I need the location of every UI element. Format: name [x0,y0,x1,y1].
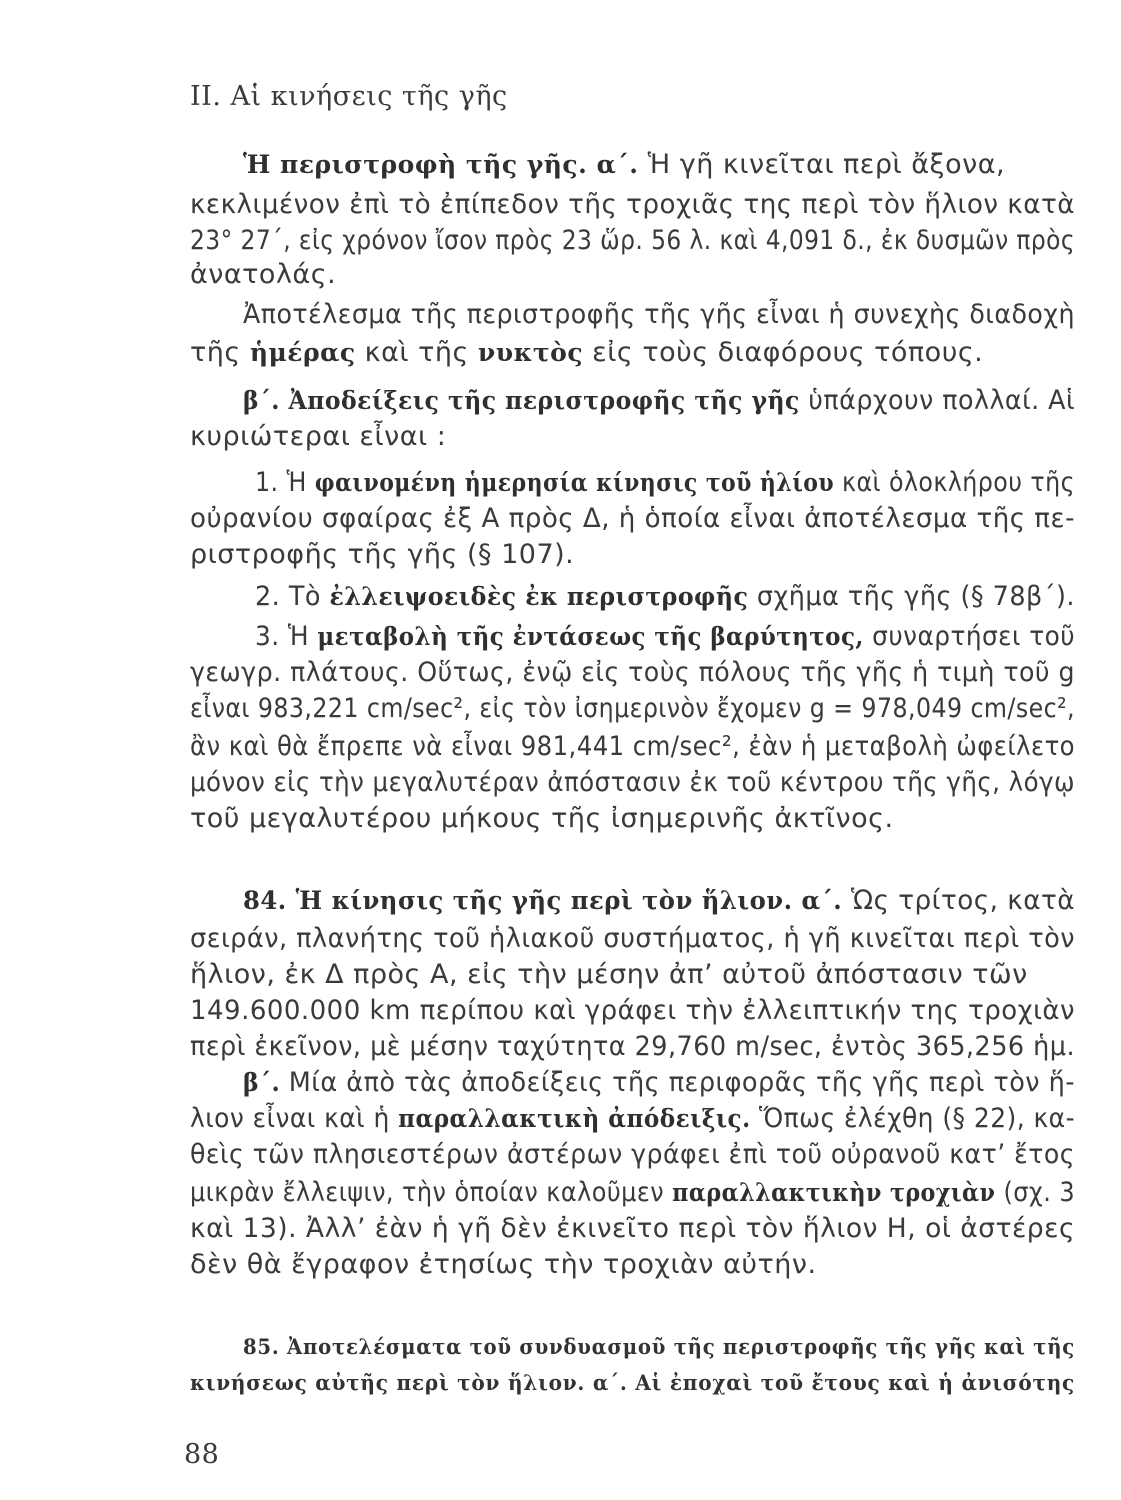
emphasis-day: ἡμέρας [249,338,356,367]
emphasis: παραλλακτικὴ ἀπόδειξις. [398,1104,751,1133]
item-3-line-6: τοῦ μεγαλυτέρου μήκους τῆς ἰσημερινῆς ἀκτῖνος. [190,803,894,834]
item-3-line-5: μόνον εἰς τὴν μεγαλυτέραν ἀπόστασιν ἐκ τοῦ κέντρου τῆς γῆς, λόγῳ [190,767,1075,798]
paragraph-84-line-4: 149.600.000 km περίπου καὶ γράφει τὴν ἐλλειπτικήν της τροχιὰν [190,995,1076,1026]
item-2 [255,580,1075,614]
paragraph-84b-line-3: θεὶς τῶν πλησιεστέρων ἀστέρων γράφει ἐπὶ τοῦ οὐρανοῦ κατ’ ἔτος [190,1139,1076,1170]
paragraph-83-line-1 [243,148,1005,182]
paragraph-84b-line-6: δὲν θὰ ἔγραφον ἐτησίως τὴν τροχιὰν αὐτήν. [190,1249,817,1280]
text: μικρὰν ἔλλειψιν, τὴν ὁποίαν καλοῦμεν [190,1177,665,1208]
paragraph-84b-line-5: καὶ 13). Ἀλλ’ ἐὰν ἡ γῆ δὲν ἐκινεῖτο περὶ τὸν ἥλιον Η, οἱ ἀστέρες [190,1213,1076,1244]
item-1-line-3: ριστροφῆς τῆς γῆς (§ 107). [190,539,575,570]
text: τῆς [190,337,241,368]
text: Ὡς τρίτος, κατὰ [850,885,1076,916]
item-3-line-4: ἂν καὶ θὰ ἔπρεπε νὰ εἶναι 981,441 cm/sec², ἐὰν ἡ μεταβολὴ ὠφείλετο [190,731,1076,762]
paragraph-83b-line-2 [190,336,983,370]
emphasis: ἐλλειψοειδὲς ἐκ περιστροφῆς [329,582,749,611]
paragraph-84-line-2: σειράν, πλανήτης τοῦ ἡλιακοῦ συστήματος, ἡ γῆ κινεῖται περὶ τὸν [190,923,1075,954]
text: 1. Ἡ [255,467,307,498]
text: Μία ἀπὸ τὰς ἀποδείξεις τῆς περιφορᾶς τῆς γῆς περὶ τὸν ἥ- [288,1067,1075,1098]
subsection-heading: β΄. Ἀποδείξεις τῆς περιστροφῆς τῆς γῆς [243,386,800,415]
page-number: 88 [184,1439,220,1470]
item-3-line-2: γεωγρ. πλάτους. Οὕτως, ἐνῷ εἰς τοὺς πόλους τῆς γῆς ἡ τιμὴ τοῦ g [190,657,1076,688]
text: 3. Ἡ [255,621,310,652]
paragraph-83b-line-1: Ἀποτέλεσμα τῆς περιστροφῆς τῆς γῆς εἶναι ἡ συνεχὴς διαδοχὴ [243,299,1075,330]
paragraph-84b-line-4 [190,1176,1075,1210]
item-1-line-2: οὐρανίου σφαίρας ἐξ Α πρὸς Δ, ἡ ὁποία εἶναι ἀποτέλεσμα τῆς πε- [190,503,1076,534]
item-3-line-3: εἶναι 983,221 cm/sec², εἰς τὸν ἰσημερινὸν ἔχομεν g = 978,049 cm/sec², [190,693,1076,724]
item-3-line-1 [255,620,1075,654]
paragraph-84-line-3: ἥλιον, ἐκ Δ πρὸς Α, εἰς τὴν μέσην ἀπ’ αὐτοῦ ἀπόστασιν τῶν [190,959,1028,990]
paragraph-84-line-5: περὶ ἐκεῖνον, μὲ μέσην ταχύτητα 29,760 m/sec, ἐντὸς 365,256 ἡμ. [190,1031,1076,1062]
emphasis: μεταβολὴ τῆς ἐντάσεως τῆς βαρύτητος, [317,622,864,651]
subsection-heading: β΄. [243,1068,281,1097]
section-title: II. Αἱ κινήσεις τῆς γῆς [190,81,508,112]
paragraph-84b-line-2 [190,1102,1075,1136]
paragraph-83c-line-2: κυριώτεραι εἶναι : [190,421,447,452]
paragraph-85-line-1: 85. Ἀποτελέσματα τοῦ συνδυασμοῦ τῆς περιστροφῆς τῆς γῆς καὶ τῆς [243,1334,1075,1359]
text: συναρτήσει τοῦ [872,621,1076,652]
paragraph-83-line-4: ἀνατολάς. [190,259,337,290]
paragraph-83-line-2: κεκλιμένον ἐπὶ τὸ ἐπίπεδον τῆς τροχιᾶς της περὶ τὸν ἥλιον κατὰ [190,189,1076,220]
paragraph-85-line-2: κινήσεως αὐτῆς περὶ τὸν ἥλιον. α΄. Αἱ ἐποχαὶ τοῦ ἔτους καὶ ἡ ἀνισότης [190,1370,1076,1395]
text: λιον εἶναι καὶ ἡ [190,1103,390,1134]
section-83-heading: Ἡ περιστροφὴ τῆς γῆς. α΄. [243,150,639,179]
item-1-line-1 [255,466,1075,500]
emphasis: φαινομένη ἡμερησία κίνησις τοῦ ἡλίου [314,468,835,497]
text: καὶ ὁλοκλήρου τῆς [842,467,1075,498]
emphasis: παραλλακτικὴν τροχιὰν [672,1178,996,1207]
paragraph-84-line-1 [243,884,1075,918]
text: καὶ τῆς [364,337,469,368]
text: ὑπάρχουν πολλαί. Αἱ [808,385,1076,416]
text: (σχ. 3 [1003,1177,1076,1208]
text: Ἡ γῆ κινεῖται περὶ ἄξονα, [647,149,1006,180]
text: Ὅπως ἐλέχθη (§ 22), κα- [758,1103,1076,1134]
text: εἰς τοὺς διαφόρους τόπους. [592,337,984,368]
paragraph-84b-line-1 [243,1066,1075,1100]
section-84-heading: 84. Ἡ κίνησις τῆς γῆς περὶ τὸν ἥλιον. α΄. [243,886,843,915]
text: σχῆμα τῆς γῆς (§ 78β΄). [756,581,1075,612]
paragraph-83c-line-1 [243,384,1075,418]
paragraph-83-line-3: 23° 27΄, εἰς χρόνον ἴσον πρὸς 23 ὥρ. 56 λ. καὶ 4,091 δ., ἐκ δυσμῶν πρὸς [190,225,1076,256]
text: 2. Τὸ [255,581,321,612]
emphasis-night: νυκτὸς [477,338,584,367]
